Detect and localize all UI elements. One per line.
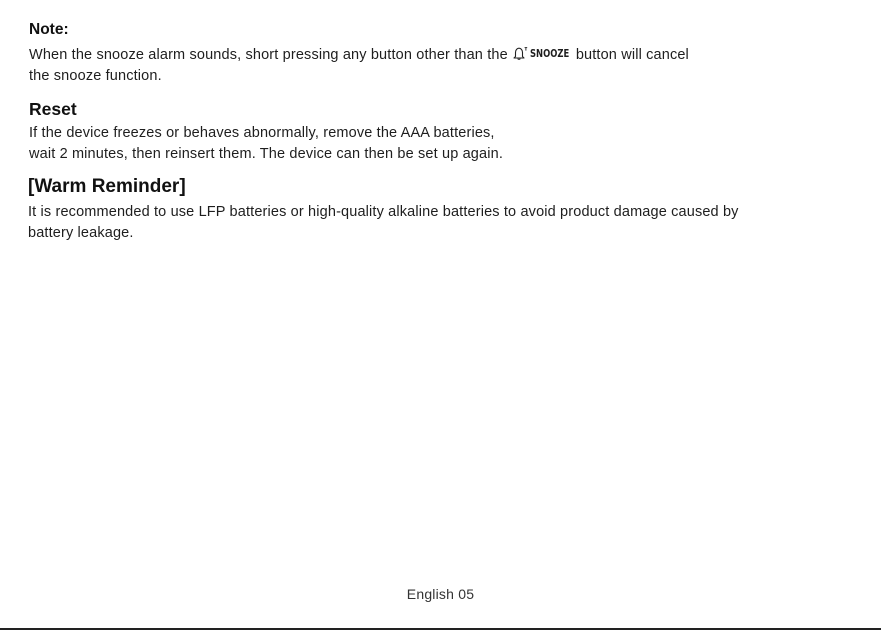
reset-line: wait 2 minutes, then reinsert them. The device can then be set up again.	[29, 146, 503, 162]
reset-heading: Reset	[29, 99, 77, 119]
note-paragraph	[29, 43, 849, 87]
note-line-2: the snooze function.	[29, 68, 162, 84]
snooze-label: SNOOZE	[529, 47, 570, 60]
warm-reminder-paragraph	[28, 202, 873, 244]
reset-paragraph	[29, 123, 849, 165]
warm-reminder-line: It is recommended to use LFP batteries or high-quality alkaline batteries to avoid product damage caused by	[28, 204, 739, 220]
bell-icon	[511, 46, 528, 61]
snooze-button-symbol	[511, 43, 574, 64]
reset-line: If the device freezes or behaves abnormally, remove the AAA batteries,	[29, 125, 495, 141]
note-heading: Note:	[29, 21, 69, 38]
warm-reminder-line: battery leakage.	[28, 225, 134, 241]
note-line-1-start: When the snooze alarm sounds, short pressing any button other than the	[29, 47, 508, 63]
note-line-1	[29, 43, 849, 66]
note-line-1-end: button will cancel	[575, 47, 689, 63]
page-number-footer: English 05	[406, 586, 475, 602]
warm-reminder-heading: [Warm Reminder]	[28, 176, 186, 197]
